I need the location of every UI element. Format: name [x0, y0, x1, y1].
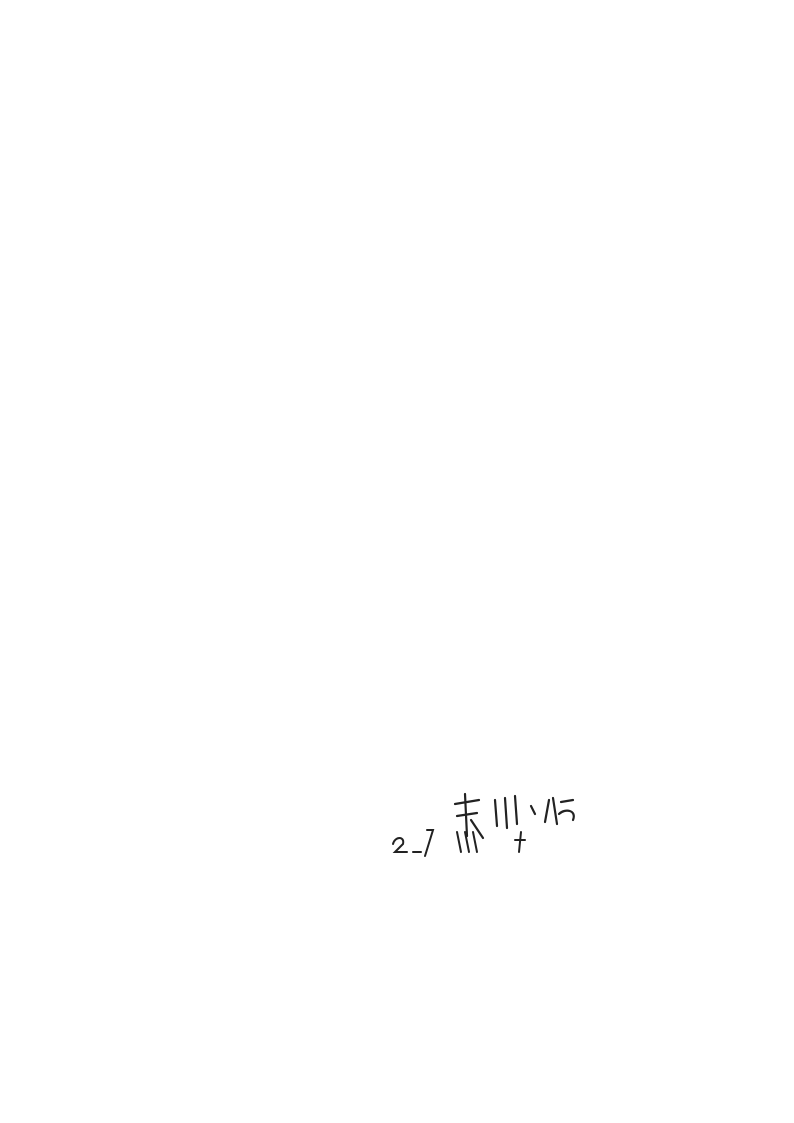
handwritten-date: [365, 822, 555, 858]
signature-block: [305, 800, 605, 864]
